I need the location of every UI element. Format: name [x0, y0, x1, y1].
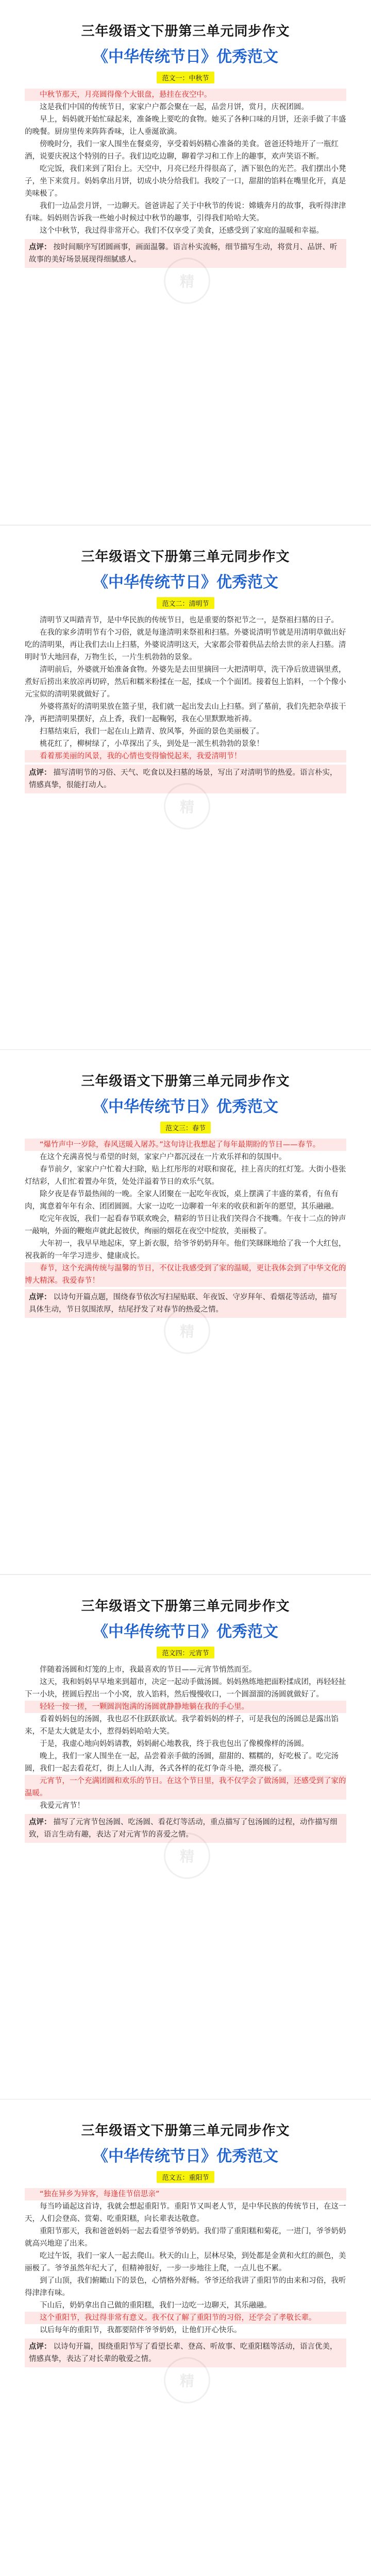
watermark-stamp: 精 — [164, 1833, 210, 1879]
essay-paragraph: 晚上，我们一家人围坐在一起，品尝着亲手做的汤圆，甜甜的、糯糯的，好吃极了。吃完汤圆，我们一起去看花灯，街上人山人海，各式各样的花灯争奇斗艳，漂亮极了。 — [25, 1752, 339, 1773]
essay-paragraph: 元宵节，一个充满团圆和欢乐的节日。在这个节日里，我不仅学会了做汤圆，还感受到了家的温暖。 — [25, 1775, 346, 1800]
watermark-stamp: 精 — [164, 2357, 210, 2403]
document-title: 三年级语文下册第三单元同步作文 — [81, 1598, 290, 1614]
essay-title: 《中华传统节日》优秀范文 — [93, 1622, 278, 1641]
essay-paragraph: 每当吟诵起这首诗，我就会想起重阳节。重阳节又叫老人节，是中华民族的传统节日，在这一天，人们会登高、赏菊、吃重阳糕，向长辈表达敬意。 — [25, 2202, 346, 2223]
essay-paragraph: 大年初一，我早早地起床，穿上新衣服，给爷爷奶奶拜年。他们笑眯眯地给了我一个大红包，祝我新的一年学习进步、健康成长。 — [25, 1240, 346, 1260]
review-label: 点评： — [29, 768, 52, 777]
essay-paragraph: 我爱元宵节！ — [40, 1801, 85, 1810]
essay-paragraph: 在我的家乡清明节有个习俗，就是每逢清明来祭祖和扫墓。外婆说清明节就是用清明草做出好吃的清明果，再让我们去山上扫墓，外婆说清明这天，大家都会带着供品去给去世的亲人扫墓。清明时节大地回春，万物生长，一片生机勃勃的景象。 — [25, 628, 346, 662]
essay-paragraph: 傍晚时分，我们一家人围坐在餐桌旁，享受着妈妈精心准备的美食。爸爸还特地开了一瓶红酒，说要庆祝这个特别的日子。我们边吃边聊，聊着学习和工作上的趣事，欢声笑语不断。 — [25, 140, 339, 161]
essay-paragraph: 轻轻一按一搓，一颗圆润饱满的汤圆就静静地躺在我的手心里。 — [25, 1701, 346, 1713]
essay-title: 《中华传统节日》优秀范文 — [93, 1098, 278, 1116]
essay-body — [25, 1139, 346, 1287]
review-label: 点评： — [29, 1293, 52, 1301]
essay-title: 《中华传统节日》优秀范文 — [93, 2147, 278, 2165]
essay-page — [0, 2099, 371, 2576]
essay-paragraph: 吃过午饭，我们一家人一起去爬山。秋天的山上，层林尽染，到处都是金黄和火红的颜色，美丽极了。爷爷虽然年纪大了，但精神很好，一步一步地往上爬，一点儿也不累。 — [25, 2252, 346, 2273]
essay-paragraph: 这个中秋节，我过得非常开心。我们不仅享受了美食，还感受到了家庭的温暖和幸福。 — [40, 227, 324, 235]
review-text: 按时间顺序写团圆画事，画面温馨。语言朴实流畅，细节描写生动，将赏月、品饼、听故事的美好场景展现得细腻感人。 — [29, 243, 338, 264]
essay-page — [0, 0, 371, 524]
essay-tag: 范文三：春节 — [160, 1122, 211, 1133]
essay-tag: 范文五：重阳节 — [157, 2171, 214, 2183]
essay-body — [25, 89, 346, 237]
essay-paragraph: 春节前夕，家家户户忙着大扫除，贴上红彤彤的对联和窗花，挂上喜庆的红灯笼。大街小巷张灯结彩，人们忙着置办年货，处处洋溢着节日的欢乐气氛。 — [25, 1165, 346, 1186]
essay-paragraph: 清明节又叫踏青节，是中华民族的传统节日，也是重要的祭祀节之一，是祭祖扫墓的日子。 — [40, 616, 339, 624]
watermark-stamp: 精 — [164, 1308, 210, 1354]
document-title: 三年级语文下册第三单元同步作文 — [81, 24, 290, 39]
review-label: 点评： — [29, 2343, 52, 2351]
essay-paragraph: 吃完饭，我们来到了阳台上。天空中，月亮已经升得很高了，洒下银色的光芒。我们摆出小凳子，坐下来赏月。妈妈拿出月饼，切成小块分给我们。我咬了一口，甜甜的馅料在嘴里化开，真是美味极了。 — [25, 165, 346, 198]
review-label: 点评： — [29, 1818, 52, 1826]
essay-paragraph: “独在异乡为异客，每逢佳节倍思亲” — [25, 2188, 346, 2200]
essay-paragraph: 桃花红了，柳树绿了，小草探出了头，到处是一派生机勃勃的景象！ — [40, 739, 264, 748]
document-title: 三年级语文下册第三单元同步作文 — [81, 549, 290, 565]
essay-tag: 范文四：元宵节 — [157, 1647, 214, 1658]
essay-paragraph: 春节，这个充满传统与温馨的节日，不仅让我感受到了家的温暖，更让我体会到了中华文化的博大精深。我爱春节！ — [25, 1262, 346, 1287]
review-text: 描写了元宵节包汤圆、吃汤圆、看花灯等活动，重点描写了包汤圆的过程，动作描写细致，语言生动有趣，表达了对元宵节的喜爱之情。 — [29, 1818, 338, 1839]
essay-paragraph: 重阳节那天，我和爸爸妈妈一起去看望爷爷奶奶。我们带了重阳糕和菊花，一进门，爷爷奶奶就高兴地迎了出来。 — [25, 2227, 346, 2248]
essay-tag: 范文一：中秋节 — [157, 72, 214, 83]
essay-paragraph: 中秋节那天，月亮圆得像个大银盘，悬挂在夜空中。 — [25, 89, 346, 101]
essay-paragraph: 这天，我和妈妈早早地来到超市，决定一起动手做汤圆。妈妈熟练地把面粉揉成团，再轻轻扯下一小块，搓圆后捏出一个小窝，放入馅料，然后慢慢收口，一个圆溜溜的汤圆就做好了。 — [25, 1677, 346, 1699]
essay-paragraph: 于是，我虚心地向妈妈请教，妈妈耐心地教我，终于我也包出了像模像样的汤圆。 — [40, 1739, 309, 1748]
review-text: 描写清明节的习俗、天气、吃食以及扫墓的场景，写出了对清明节的热爱。语言朴实，情感真挚，很能打动人。 — [29, 768, 338, 789]
review-label: 点评： — [29, 243, 52, 251]
essay-tag: 范文二：清明节 — [157, 597, 214, 609]
essay-paragraph: “爆竹声中一岁除，春风送暖入屠苏。”这句诗让我想起了每年最期盼的节日——春节。 — [25, 1139, 346, 1151]
essay-paragraph: 下山后，奶奶拿出自己做的重阳糕，我们一边吃一边聊天，其乐融融。 — [40, 2301, 272, 2310]
essay-paragraph: 在这个充满喜悦与希望的时刻，家家户户都沉浸在一片欢乐祥和的氛围中。 — [40, 1153, 286, 1161]
essay-title: 《中华传统节日》优秀范文 — [93, 573, 278, 591]
essay-paragraph: 以后每年的重阳节，我都要陪伴爷爷奶奶，让他们开心快乐。 — [40, 2326, 242, 2334]
essay-page — [0, 1574, 371, 2099]
essay-paragraph: 扫墓结束后，我们一起在山上踏青、放风筝，外面的景色美丽极了。 — [40, 727, 264, 736]
essay-title: 《中华传统节日》优秀范文 — [93, 48, 278, 66]
essay-paragraph: 伴随着汤圆和灯笼的上市，我最喜欢的节日——元宵节悄然而至。 — [40, 1665, 257, 1674]
essay-body — [25, 1664, 346, 1812]
essay-paragraph: 到了山顶，我们俯瞰山下的景色，心情格外舒畅。爷爷还给我讲了重阳节的由来和习俗，我听得津津有味。 — [25, 2277, 346, 2297]
essay-paragraph: 外婆将蒸好的清明果放在篮子里，我们就一起出发去山上扫墓。到了墓前，我们先把杂草拔干净，再把清明果摆好，点上香，我们一起鞠躬，我在心里默默地祈祷。 — [25, 702, 346, 723]
essay-paragraph: 吃完年夜饭，我们一起看春节联欢晚会，精彩的节目让我们笑得合不拢嘴。午夜十二点的钟声一敲响，外面的鞭炮声就此起彼伏，绚丽的烟花在夜空中绽放，美丽极了。 — [25, 1215, 346, 1235]
essay-body — [25, 614, 346, 762]
essay-paragraph: 这个重阳节，我过得非常有意义。我不仅了解了重阳节的习俗，还学会了孝敬长辈。 — [25, 2312, 346, 2324]
essay-paragraph: 我们一边品尝月饼，一边聊天。爸爸讲起了关于中秋节的传说：嫦娥奔月的故事，我听得津津有味。妈妈则告诉我一些她小时候过中秋节的趣事，引得我们哈哈大笑。 — [25, 202, 346, 223]
watermark-stamp: 精 — [164, 783, 210, 829]
review-text: 以诗句开篇，围绕重阳节写了看望长辈、登高、听故事、吃重阳糕等活动，语言优美，情感真挚，表达了对长辈的敬爱之情。 — [29, 2343, 338, 2363]
essay-paragraph: 早上，妈妈就开始忙碌起来，准备晚上要吃的食物。她买了各种口味的月饼，还亲手做了丰盛的晚餐。厨房里传来阵阵香味，让人垂涎欲滴。 — [25, 115, 346, 136]
essay-paragraph: 这是我们中国的传统节日，家家户户都会聚在一起，品尝月饼，赏月，庆祝团圆。 — [40, 103, 309, 111]
essay-body — [25, 2188, 346, 2336]
essay-paragraph: 除夕夜是春节最热闹的一晚。全家人团聚在一起吃年夜饭，桌上摆满了丰盛的菜肴，有鱼有肉，寓意着年年有余、团团圆圆。大家一边吃一边聊着一年来的收获和新年的愿望，其乐融融。 — [25, 1190, 339, 1211]
review-text: 以诗句开篇点题，围绕春节依次写扫屋贴联、年夜饭、守岁拜年、看烟花等活动，描写具体生动，节日氛围浓厚，结尾抒发了对春节的热爱之情。 — [29, 1293, 338, 1314]
watermark-stamp: 精 — [164, 258, 210, 304]
essay-paragraph: 清明前后，外婆就开始准备食物。外婆先是去田里摘回一大把清明草，洗干净后放进锅里煮，煮好后捞出来放凉再切碎，然后和糯米粉揉在一起，揉成一个个面团。接着包上馅料，一个个像小元宝似的清明果就做好了。 — [25, 665, 346, 699]
essay-paragraph: 看着妈妈包的汤圆，我也忍不住跃跃欲试。我学着妈妈的样子，可是我包的汤圆总是露出馅来，不是太大就是太小，惹得妈妈哈哈大笑。 — [25, 1715, 339, 1736]
essay-page — [0, 1049, 371, 1574]
document-title: 三年级语文下册第三单元同步作文 — [81, 2123, 290, 2139]
essay-paragraph: 看着那美丽的风景，我的心情也变得愉悦起来，我爱清明节！ — [25, 750, 346, 762]
essay-page — [0, 525, 371, 1049]
document-title: 三年级语文下册第三单元同步作文 — [81, 1074, 290, 1089]
